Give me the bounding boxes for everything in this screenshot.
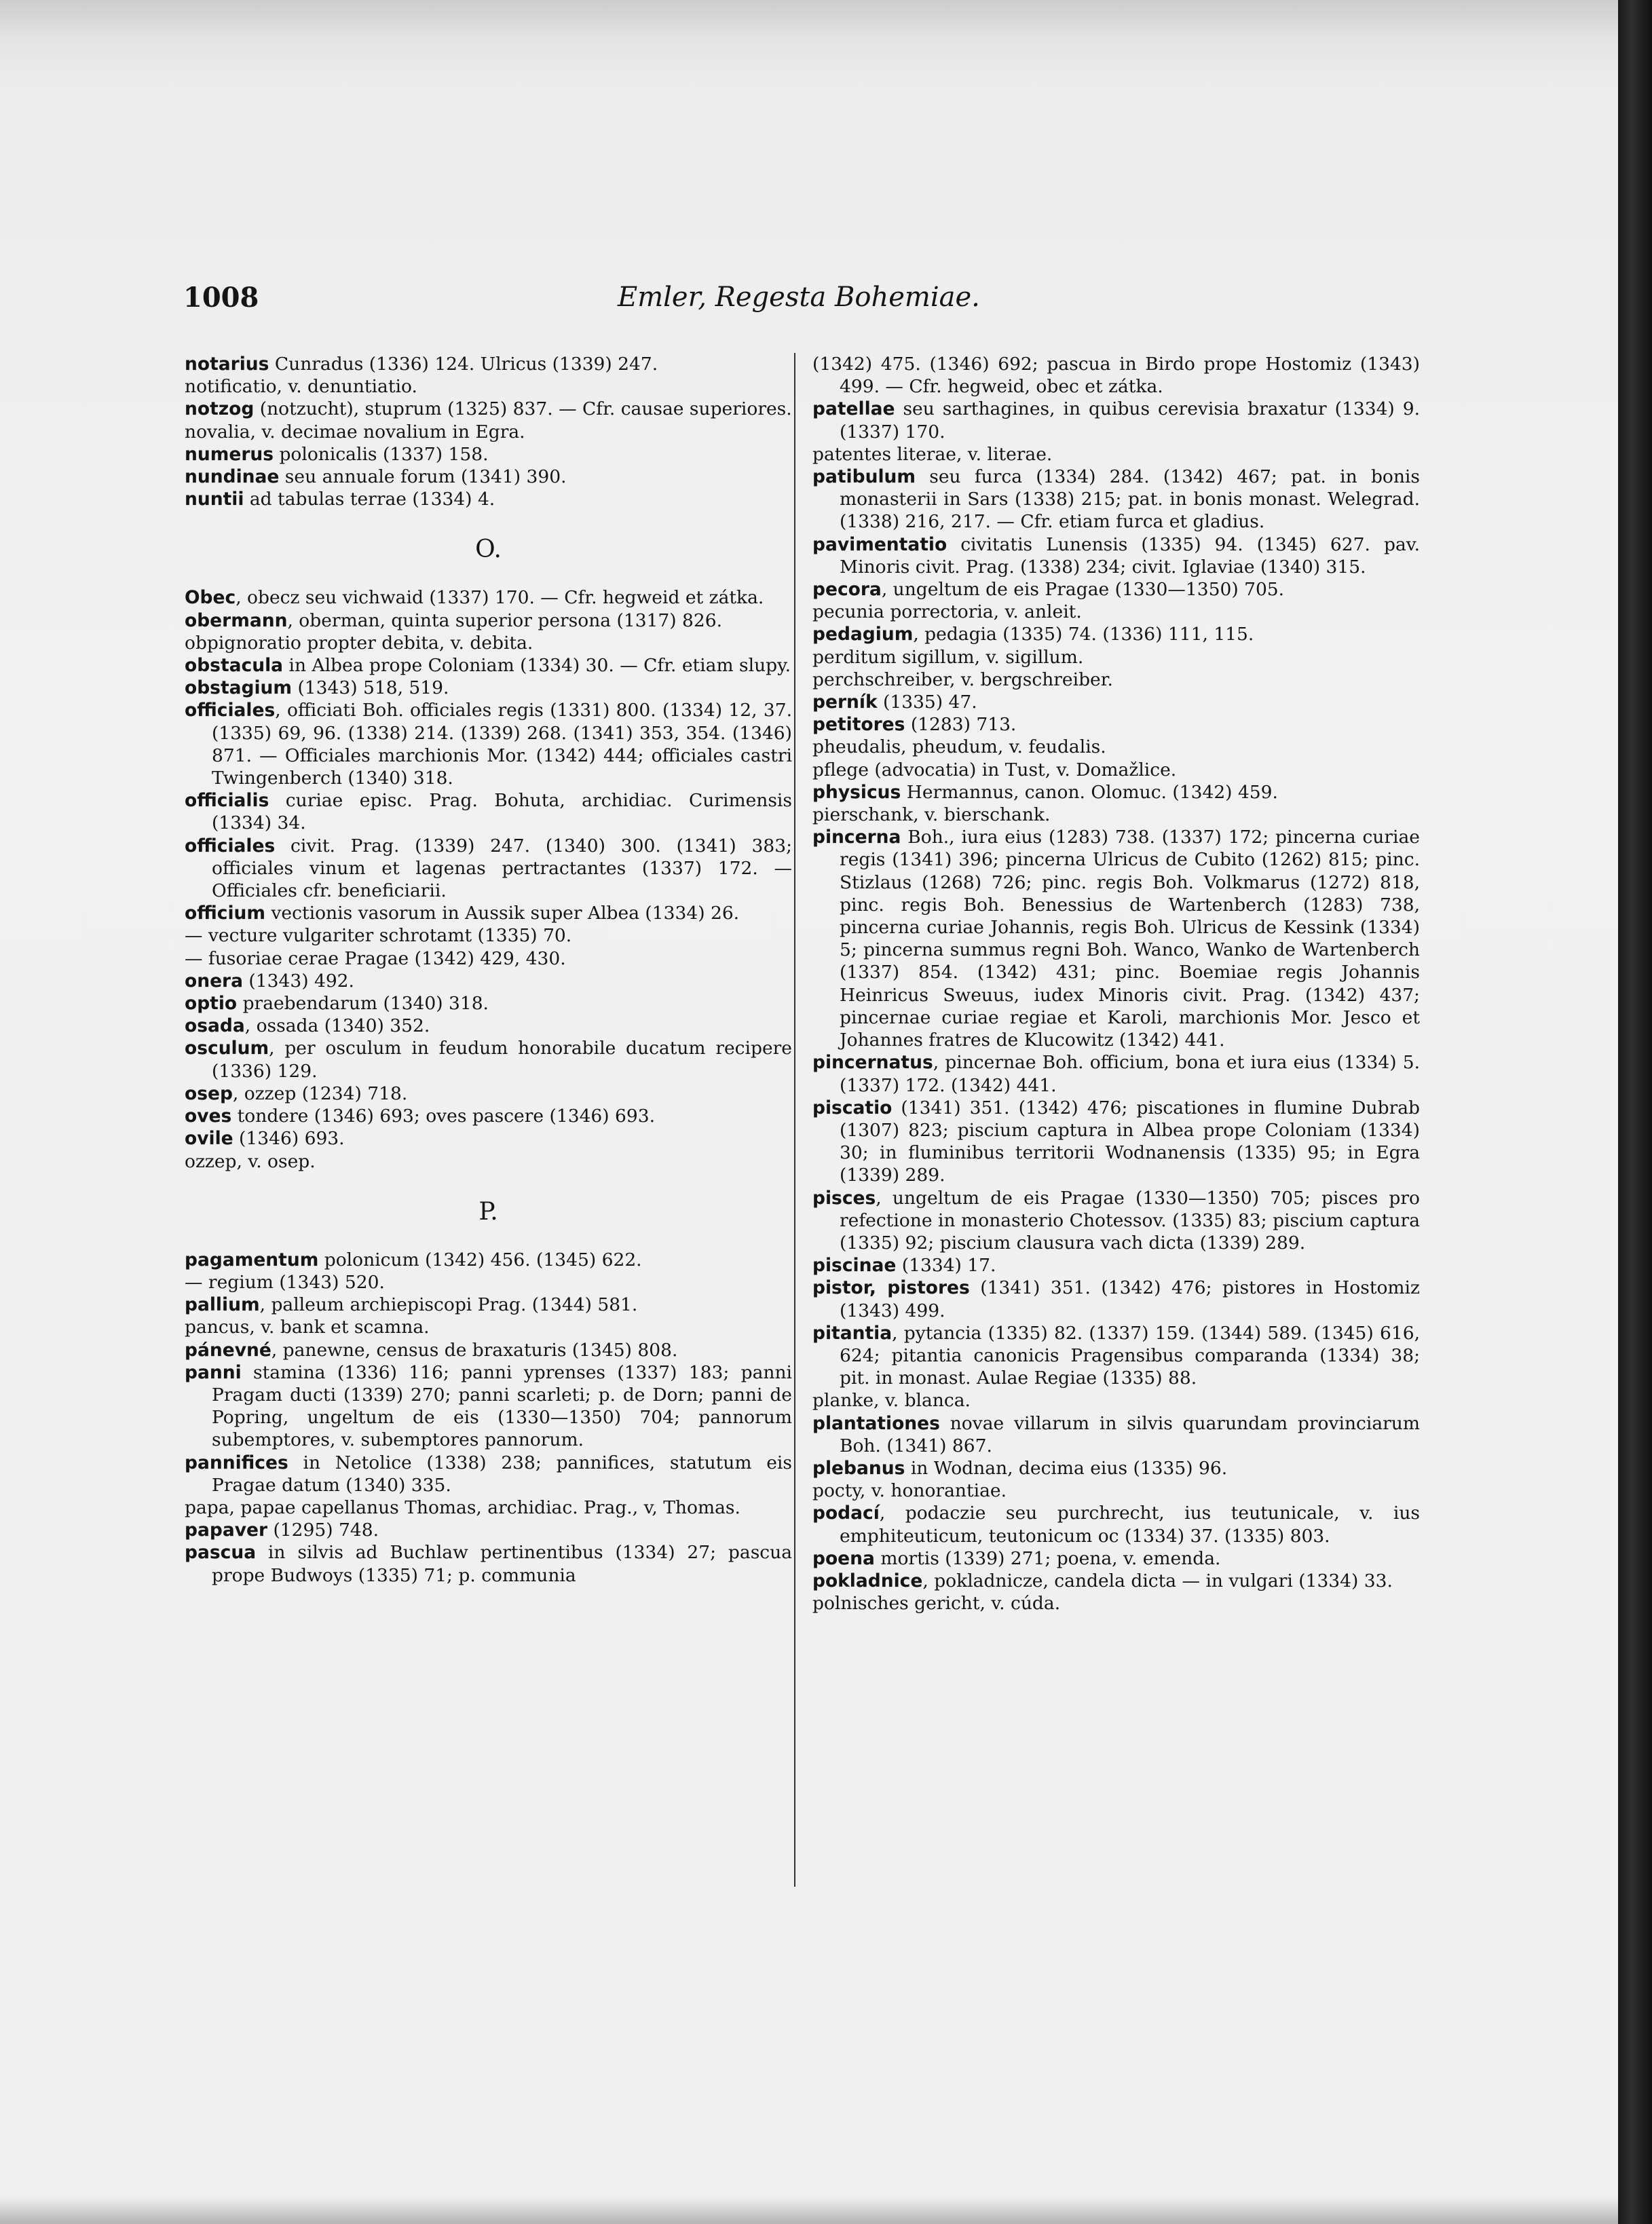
entry-headword: pokladnice: [812, 1570, 923, 1591]
index-entry: [812, 1389, 1420, 1412]
entry-text: vectionis vasorum in Aussik super Albea (1334) 26.: [265, 903, 740, 924]
entry-text: obpignoratio propter debita, v. debita.: [185, 632, 533, 654]
right-column: [812, 353, 1420, 1615]
entry-text: — fusoriae cerae Pragae (1342) 429, 430.: [185, 947, 566, 969]
entry-text: (1343) 492.: [243, 970, 354, 992]
entry-headword: physicus: [812, 781, 901, 803]
entry-text: (1334) 17.: [896, 1255, 996, 1277]
entry-headword: officiales: [185, 835, 276, 856]
index-entry: [185, 398, 792, 420]
entry-text: , ungeltum de eis Pragae (1330—1350) 705.: [881, 579, 1285, 601]
index-entry: [185, 1519, 792, 1541]
index-entry: [812, 1412, 1420, 1457]
entry-headword: patibulum: [812, 466, 916, 488]
index-entry: [185, 1082, 792, 1105]
entry-text: in Wodnan, decima eius (1335) 96.: [905, 1457, 1228, 1479]
entry-text: (1295) 748.: [267, 1520, 379, 1541]
entry-text: Boh., iura eius (1283) 738. (1337) 172; pincerna curiae regis (1341) 396; pincerna Ulricus de Cubito (1262) 815; pinc. Stizlaus (1268) 726; pinc. regis Boh. Volkmarus (1272) 818, pinc. regis Boh. Benessius de Wartenberch (1283) 738, pincerna curiae Johannis, regis Boh. Ulricus de Kessink (1334) 5; pincerna summus regni Boh. Wanco, Wanko de Wartenberch (1337) 854. (1342) 431; pinc. Boemiae regis Johannis Heinricus Sweuus, iudex Minoris civit. Prag. (1342) 437; pincernae curiae regiae et Karoli, marchionis Mor. Jesco et Johannes fratres de Klucowitz (1342) 441.: [840, 827, 1420, 1051]
index-entry: [812, 623, 1420, 645]
entry-text: , palleum archiepiscopi Prag. (1344) 581.: [259, 1294, 638, 1316]
entry-headword: pannifices: [185, 1452, 288, 1473]
entry-headword: patellae: [812, 398, 895, 420]
entry-headword: pánevné: [185, 1339, 271, 1361]
entry-text: planke, v. blanca.: [812, 1390, 971, 1412]
index-entry: [812, 713, 1420, 736]
index-entry: [812, 1570, 1420, 1592]
index-entry: [185, 1249, 792, 1271]
entry-headword: plebanus: [812, 1457, 905, 1479]
index-entry: [185, 654, 792, 677]
entry-text: (notzucht), stuprum (1325) 837. — Cfr. causae superiores.: [254, 398, 792, 420]
index-entry: [185, 1015, 792, 1037]
entry-text: ad tabulas terrae (1334) 4.: [244, 489, 495, 510]
entry-text: Hermannus, canon. Olomuc. (1342) 459.: [901, 781, 1278, 803]
index-entry: [185, 488, 792, 510]
entry-text: papa, papae capellanus Thomas, archidiac. Prag., v, Thomas.: [185, 1496, 740, 1518]
entry-headword: officiales: [185, 700, 276, 721]
entry-headword: piscinae: [812, 1255, 897, 1277]
index-entry: [812, 691, 1420, 713]
entry-headword: pecora: [812, 579, 882, 601]
index-entry: [812, 1502, 1420, 1547]
entry-text: — regium (1343) 520.: [185, 1271, 385, 1293]
entry-text: (1341) 351. (1342) 476; piscationes in flumine Dubrab (1307) 823; piscium captura in Albea prope Coloniam (1334) 30; in fluminibus territorii Wodnanensis (1335) 95; in Egra (1339) 289.: [840, 1097, 1420, 1186]
entry-headword: pisces: [812, 1187, 876, 1209]
entry-text: in Albea prope Coloniam (1334) 30. — Cfr. etiam slupy.: [283, 655, 791, 677]
index-entry: [185, 353, 792, 375]
index-entry: [812, 443, 1420, 466]
entry-text: , ungeltum de eis Pragae (1330—1350) 705; pisces pro refectione in monasterio Chotessov. (1335) 83; piscium captura (1335) 92; piscium clausura vach dicta (1339) 289.: [840, 1187, 1420, 1254]
index-entry: [185, 835, 792, 903]
index-entry: [812, 646, 1420, 668]
index-entry: [812, 759, 1420, 781]
entry-headword: pallium: [185, 1294, 260, 1316]
index-entry: [185, 1037, 792, 1082]
entry-text: , pokladnicze, candela dicta — in vulgari (1334) 33.: [922, 1570, 1393, 1591]
scan-shadow-top: [0, 0, 1618, 41]
entry-text: in silvis ad Buchlaw pertinentibus (1334) 27; pascua prope Budwoys (1335) 71; p. communia: [212, 1542, 792, 1586]
entry-headword: pedagium: [812, 624, 914, 645]
entry-headword: pascua: [185, 1542, 257, 1564]
index-entry: [185, 421, 792, 443]
index-entry: [812, 1254, 1420, 1277]
index-entry: [185, 609, 792, 632]
page-number: 1008: [183, 282, 259, 314]
index-entry: [185, 1105, 792, 1127]
entry-text: pancus, v. bank et scamna.: [185, 1317, 430, 1338]
index-entry: [185, 677, 792, 699]
entry-text: civit. Prag. (1339) 247. (1340) 300. (1341) 383; officiales vinum et lagenas pertractantes (1337) 172. — Officiales cfr. beneficiarii.: [212, 835, 792, 902]
entry-text: pheudalis, pheudum, v. feudalis.: [812, 736, 1106, 758]
entry-text: novae villarum in silvis quarundam provinciarum Boh. (1341) 867.: [840, 1412, 1420, 1456]
index-entry: [185, 1316, 792, 1338]
entry-headword: Obec: [185, 587, 236, 609]
entry-headword: pincernatus: [812, 1052, 933, 1074]
entry-headword: optio: [185, 993, 238, 1015]
index-entry: [812, 1187, 1420, 1255]
entry-text: seu furca (1334) 284. (1342) 467; pat. in bonis monasterii in Sars (1338) 215; pat. in bonis monast. Welegrad. (1338) 216, 217. — Cfr. etiam furca et gladius.: [840, 466, 1420, 533]
entry-headword: osada: [185, 1015, 245, 1037]
index-entry: [185, 970, 792, 992]
entry-text: seu annuale forum (1341) 390.: [279, 466, 567, 488]
entry-headword: pincerna: [812, 827, 901, 848]
running-title: Emler, Regesta Bohemiae.: [618, 282, 980, 313]
entry-text: , per osculum in feudum honorabile ducatum recipere (1336) 129.: [212, 1038, 792, 1082]
entry-text: perchschreiber, v. bergschreiber.: [812, 668, 1113, 690]
index-entry: [812, 1277, 1420, 1321]
entry-headword: plantationes: [812, 1412, 940, 1434]
index-entry: [185, 1150, 792, 1173]
entry-text: , pytancia (1335) 82. (1337) 159. (1344) 589. (1345) 616, 624; pitantia canonicis Pragensibus comparanda (1334) 38; pit. in monast. Aulae Regiae (1335) 88.: [840, 1322, 1420, 1389]
entry-headword: pistor, pistores: [812, 1277, 970, 1299]
entry-headword: notzog: [185, 398, 255, 420]
entry-headword: nundinae: [185, 466, 280, 488]
entry-headword: pagamentum: [185, 1249, 319, 1270]
index-entry: [812, 1592, 1420, 1615]
index-entry: [185, 1127, 792, 1150]
entry-text: pocty, v. honorantiae.: [812, 1480, 1007, 1502]
entry-text: (1343) 518, 519.: [292, 677, 449, 699]
entry-headword: pavimentatio: [812, 533, 947, 555]
entry-text: pecunia porrectoria, v. anleit.: [812, 601, 1082, 623]
entry-headword: numerus: [185, 443, 274, 465]
index-entry: [812, 398, 1420, 442]
entry-text: , podaczie seu purchrecht, ius teutunicale, v. ius emphiteuticum, teutonicum oc (1334) 37. (1335) 803.: [840, 1503, 1420, 1547]
entry-text: curiae episc. Prag. Bohuta, archidiac. Curimensis (1334) 34.: [212, 790, 792, 834]
entry-text: patentes literae, v. literae.: [812, 443, 1053, 465]
left-column: [185, 353, 792, 1587]
index-entry: [812, 736, 1420, 758]
entry-headword: perník: [812, 692, 878, 713]
entry-text: ozzep, v. osep.: [185, 1150, 316, 1172]
index-entry: [812, 1457, 1420, 1479]
entry-text: (1335) 47.: [877, 692, 977, 713]
index-entry: [812, 804, 1420, 826]
index-entry: [812, 1479, 1420, 1502]
index-entry: [185, 1294, 792, 1316]
index-entry: [812, 466, 1420, 533]
index-entry: [185, 586, 792, 609]
entry-text: (1342) 475. (1346) 692; pascua in Birdo prope Hostomiz (1343) 499. — Cfr. hegweid, obec et zátka.: [812, 354, 1420, 398]
entry-headword: onera: [185, 970, 243, 992]
index-entry: [185, 1361, 792, 1452]
index-entry: [812, 601, 1420, 623]
entry-headword: obstagium: [185, 677, 293, 699]
entry-headword: ovile: [185, 1128, 233, 1150]
entry-headword: osep: [185, 1082, 233, 1104]
index-entry: [185, 632, 792, 654]
index-entry-continued: [812, 353, 1420, 398]
entry-headword: podací: [812, 1503, 880, 1524]
column-divider: [794, 353, 795, 1887]
index-entry: [812, 1097, 1420, 1187]
entry-text: (1346) 693.: [233, 1128, 345, 1150]
entry-text: , panewne, census de braxaturis (1345) 808.: [271, 1339, 678, 1361]
index-entry: [185, 789, 792, 834]
index-entry: [185, 375, 792, 398]
entry-text: tondere (1346) 693; oves pascere (1346) 693.: [231, 1106, 656, 1127]
entry-headword: nuntii: [185, 489, 244, 510]
index-entry: [185, 992, 792, 1015]
entry-text: pflege (advocatia) in Tust, v. Domažlice.: [812, 759, 1177, 780]
entry-headword: officium: [185, 903, 266, 924]
entry-text: polonicalis (1337) 158.: [274, 443, 489, 465]
entry-text: pierschank, v. bierschank.: [812, 804, 1051, 826]
entry-text: , officiati Boh. officiales regis (1331) 800. (1334) 12, 37. (1335) 69, 96. (1338) 214. (1339) 268. (1341) 353, 354. (1346) 871. — Officiales marchionis Mor. (1342) 444; officiales castri Twingenberch (1340) 318.: [212, 700, 792, 789]
scan-edge: [1618, 0, 1652, 2224]
index-entry: [185, 1339, 792, 1361]
entry-text: (1341) 351. (1342) 476; pistores in Hostomiz (1343) 499.: [840, 1277, 1420, 1321]
entry-text: novalia, v. decimae novalium in Egra.: [185, 421, 525, 442]
entry-text: mortis (1339) 271; poena, v. emenda.: [874, 1547, 1221, 1569]
index-entry: [812, 826, 1420, 1051]
entry-text: , ossada (1340) 352.: [244, 1015, 430, 1037]
entry-headword: papaver: [185, 1520, 268, 1541]
index-entry: [185, 1452, 792, 1496]
entry-text: (1283) 713.: [905, 714, 1017, 736]
index-entry: [185, 443, 792, 466]
index-entry: [812, 1547, 1420, 1570]
entry-headword: panni: [185, 1361, 242, 1383]
section-letter: P.: [478, 1197, 498, 1226]
index-entry: [812, 781, 1420, 804]
entry-text: polonicum (1342) 456. (1345) 622.: [318, 1249, 642, 1270]
entry-text: polnisches gericht, v. cúda.: [812, 1593, 1061, 1615]
entry-text: , obecz seu vichwaid (1337) 170. — Cfr. hegweid et zátka.: [236, 587, 764, 609]
entry-headword: notarius: [185, 354, 269, 375]
index-entry: [812, 578, 1420, 601]
entry-headword: obstacula: [185, 655, 284, 677]
index-entry: [812, 1322, 1420, 1390]
entry-headword: obermann: [185, 609, 288, 631]
section-letter: O.: [475, 535, 502, 564]
entry-headword: petitores: [812, 714, 905, 736]
entry-text: , pincernae Boh. officium, bona et iura eius (1334) 5. (1337) 172. (1342) 441.: [840, 1052, 1420, 1096]
index-entry: [185, 1541, 792, 1586]
entry-headword: pitantia: [812, 1322, 893, 1344]
index-entry: [185, 1271, 792, 1294]
entry-text: , oberman, quinta superior persona (1317) 826.: [287, 609, 723, 631]
index-entry: [185, 1496, 792, 1519]
entry-text: perditum sigillum, v. sigillum.: [812, 646, 1084, 668]
index-entry: [185, 902, 792, 924]
entry-text: stamina (1336) 116; panni yprenses (1337) 183; panni Pragam ducti (1339) 270; panni scarleti; p. de Dorn; panni de Popring, ungeltum de eis (1330—1350) 704; pannorum subemptores, v. subemptores pannorum.: [212, 1361, 792, 1451]
entry-text: in Netolice (1338) 238; pannifices, statutum eis Pragae datum (1340) 335.: [212, 1452, 792, 1496]
entry-text: seu sarthagines, in quibus cerevisia braxatur (1334) 9. (1337) 170.: [840, 398, 1420, 442]
entry-text: civitatis Lunensis (1335) 94. (1345) 627. pav. Minoris civit. Prag. (1338) 234; civit. Iglaviae (1340) 315.: [840, 533, 1420, 578]
index-entry: [185, 924, 792, 947]
index-entry: [185, 699, 792, 789]
scan-shadow-bottom: [0, 2197, 1618, 2224]
entry-headword: piscatio: [812, 1097, 893, 1118]
index-entry: [185, 947, 792, 970]
index-entry: [185, 466, 792, 488]
entry-headword: officialis: [185, 790, 269, 812]
entry-headword: oves: [185, 1106, 232, 1127]
entry-text: notificatio, v. denuntiatio.: [185, 376, 417, 398]
entry-headword: poena: [812, 1547, 875, 1569]
entry-text: Cunradus (1336) 124. Ulricus (1339) 247.: [269, 354, 658, 375]
entry-text: , pedagia (1335) 74. (1336) 111, 115.: [913, 624, 1254, 645]
index-entry: [812, 1051, 1420, 1096]
index-entry: [812, 668, 1420, 691]
entry-text: praebendarum (1340) 318.: [237, 993, 489, 1015]
index-entry: [812, 533, 1420, 578]
entry-text: — vecture vulgariter schrotamt (1335) 70.: [185, 925, 572, 947]
entry-headword: osculum: [185, 1038, 269, 1059]
entry-text: , ozzep (1234) 718.: [232, 1082, 408, 1104]
page-header: [183, 282, 1405, 322]
